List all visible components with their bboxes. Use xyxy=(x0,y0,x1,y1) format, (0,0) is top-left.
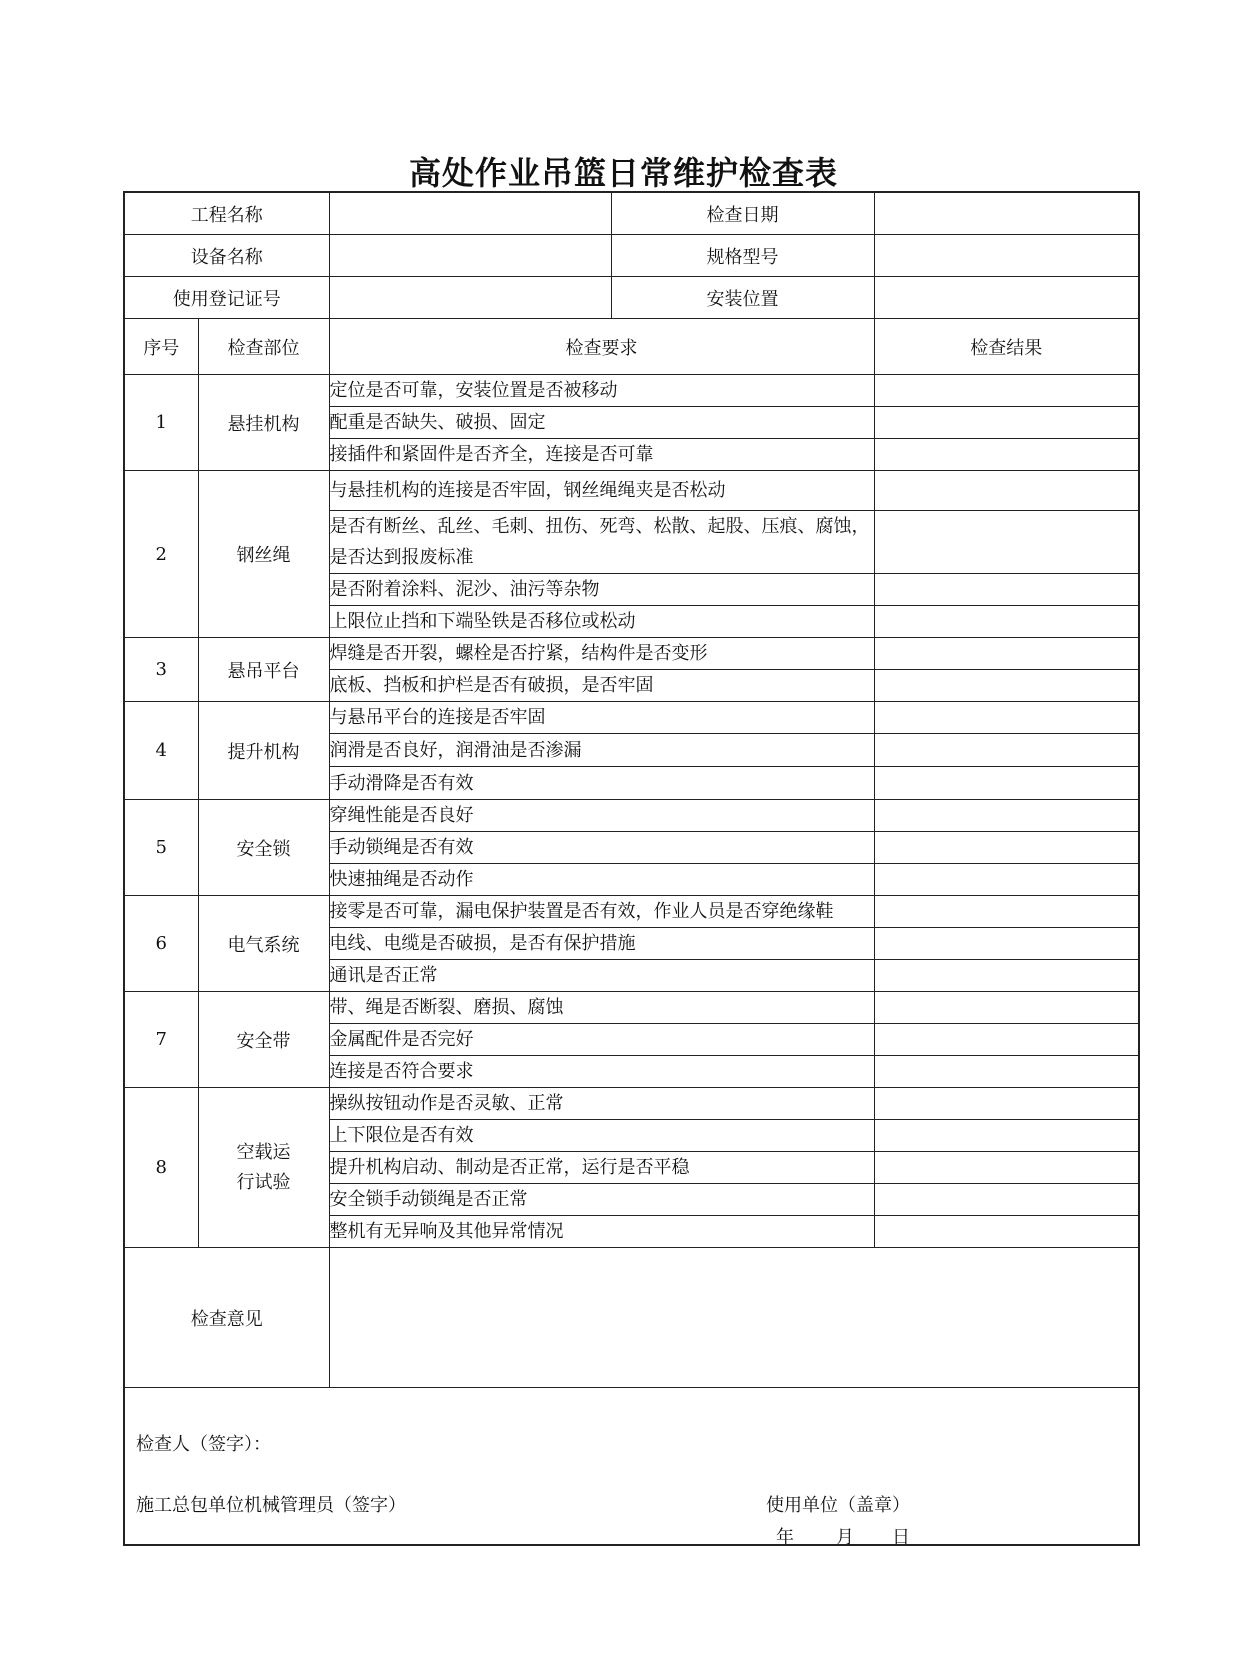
signature-area xyxy=(124,1388,1139,1546)
group-no: 8 xyxy=(124,1088,198,1248)
requirement-item: 接零是否可靠，漏电保护装置是否有效，作业人员是否穿绝缘鞋 xyxy=(329,896,874,928)
requirement-item: 接插件和紧固件是否齐全，连接是否可靠 xyxy=(329,439,874,471)
result-cell[interactable] xyxy=(874,896,1139,928)
requirement-item: 与悬挂机构的连接是否牢固，钢丝绳绳夹是否松动 xyxy=(329,471,874,511)
result-cell[interactable] xyxy=(874,928,1139,960)
group-part: 钢丝绳 xyxy=(198,471,329,638)
project-name-field[interactable] xyxy=(329,192,611,235)
group-no: 5 xyxy=(124,800,198,896)
registration-no-field[interactable] xyxy=(329,277,611,319)
group-no: 7 xyxy=(124,992,198,1088)
group-no: 1 xyxy=(124,375,198,471)
header-row-project xyxy=(124,192,1139,235)
requirement-item: 安全锁手动锁绳是否正常 xyxy=(329,1184,874,1216)
opinion-label: 检查意见 xyxy=(124,1248,329,1388)
requirement-item: 是否附着涂料、泥沙、油污等杂物 xyxy=(329,574,874,606)
requirement-item: 焊缝是否开裂，螺栓是否拧紧，结构件是否变形 xyxy=(329,638,874,670)
table-row xyxy=(124,702,1139,734)
group-part: 悬挂机构 xyxy=(198,375,329,471)
result-cell[interactable] xyxy=(874,734,1139,767)
result-cell[interactable] xyxy=(874,767,1139,800)
requirement-item: 电线、电缆是否破损，是否有保护措施 xyxy=(329,928,874,960)
opinion-row xyxy=(124,1248,1139,1388)
table-row xyxy=(124,638,1139,670)
result-cell[interactable] xyxy=(874,574,1139,606)
col-result-header: 检查结果 xyxy=(874,319,1139,375)
result-cell[interactable] xyxy=(874,375,1139,407)
requirement-item: 连接是否符合要求 xyxy=(329,1056,874,1088)
result-cell[interactable] xyxy=(874,800,1139,832)
result-cell[interactable] xyxy=(874,407,1139,439)
opinion-field[interactable] xyxy=(329,1248,1139,1388)
result-cell[interactable] xyxy=(874,1216,1139,1248)
result-cell[interactable] xyxy=(874,1152,1139,1184)
requirement-item: 整机有无异响及其他异常情况 xyxy=(329,1216,874,1248)
requirement-item: 上下限位是否有效 xyxy=(329,1120,874,1152)
manager-signature-label: 施工总包单位机械管理员（签字） xyxy=(136,1495,406,1516)
table-row xyxy=(124,375,1139,407)
requirement-item: 带、绳是否断裂、磨损、腐蚀 xyxy=(329,992,874,1024)
table-row xyxy=(124,800,1139,832)
column-header-row xyxy=(124,319,1139,375)
inspector-signature-label: 检查人（签字）： xyxy=(136,1434,271,1455)
date-line xyxy=(776,1523,910,1549)
requirement-item: 穿绳性能是否良好 xyxy=(329,800,874,832)
col-part-header: 检查部位 xyxy=(198,319,329,375)
inspection-table xyxy=(123,191,1140,1546)
group-part: 空载运行试验 xyxy=(198,1088,329,1248)
requirement-item: 提升机构启动、制动是否正常，运行是否平稳 xyxy=(329,1152,874,1184)
table-row xyxy=(124,992,1139,1024)
result-cell[interactable] xyxy=(874,702,1139,734)
group-no: 3 xyxy=(124,638,198,702)
requirement-item: 底板、挡板和护栏是否有破损，是否牢固 xyxy=(329,670,874,702)
group-no: 2 xyxy=(124,471,198,638)
requirement-item: 通讯是否正常 xyxy=(329,960,874,992)
month-label: 月 xyxy=(836,1527,854,1548)
result-cell[interactable] xyxy=(874,1056,1139,1088)
install-location-field[interactable] xyxy=(874,277,1139,319)
install-location-label: 安装位置 xyxy=(611,277,874,319)
group-part: 悬吊平台 xyxy=(198,638,329,702)
col-requirement-header: 检查要求 xyxy=(329,319,874,375)
model-label: 规格型号 xyxy=(611,235,874,277)
requirement-item: 快速抽绳是否动作 xyxy=(329,864,874,896)
registration-no-label: 使用登记证号 xyxy=(124,277,329,319)
year-label: 年 xyxy=(776,1527,794,1548)
group-part: 电气系统 xyxy=(198,896,329,992)
result-cell[interactable] xyxy=(874,864,1139,896)
result-cell[interactable] xyxy=(874,960,1139,992)
requirement-item: 与悬吊平台的连接是否牢固 xyxy=(329,702,874,734)
group-no: 6 xyxy=(124,896,198,992)
signature-row xyxy=(124,1388,1139,1546)
table-row xyxy=(124,471,1139,511)
header-row-registration xyxy=(124,277,1139,319)
check-date-field[interactable] xyxy=(874,192,1139,235)
group-no: 4 xyxy=(124,702,198,800)
model-field[interactable] xyxy=(874,235,1139,277)
result-cell[interactable] xyxy=(874,471,1139,511)
requirement-item: 配重是否缺失、破损、固定 xyxy=(329,407,874,439)
result-cell[interactable] xyxy=(874,832,1139,864)
result-cell[interactable] xyxy=(874,638,1139,670)
result-cell[interactable] xyxy=(874,439,1139,471)
result-cell[interactable] xyxy=(874,511,1139,574)
group-part: 安全带 xyxy=(198,992,329,1088)
result-cell[interactable] xyxy=(874,1024,1139,1056)
header-row-equipment xyxy=(124,235,1139,277)
equipment-name-field[interactable] xyxy=(329,235,611,277)
result-cell[interactable] xyxy=(874,1184,1139,1216)
requirement-item: 是否有断丝、乱丝、毛刺、扭伤、死弯、松散、起股、压痕、腐蚀，是否达到报废标准 xyxy=(329,511,874,574)
group-part: 安全锁 xyxy=(198,800,329,896)
check-date-label: 检查日期 xyxy=(611,192,874,235)
result-cell[interactable] xyxy=(874,1088,1139,1120)
page-title: 高处作业吊篮日常维护检查表 xyxy=(408,154,838,192)
day-label: 日 xyxy=(892,1527,910,1548)
requirement-item: 上限位止挡和下端坠铁是否移位或松动 xyxy=(329,606,874,638)
result-cell[interactable] xyxy=(874,606,1139,638)
result-cell[interactable] xyxy=(874,1120,1139,1152)
result-cell[interactable] xyxy=(874,992,1139,1024)
requirement-item: 操纵按钮动作是否灵敏、正常 xyxy=(329,1088,874,1120)
requirement-item: 金属配件是否完好 xyxy=(329,1024,874,1056)
equipment-name-label: 设备名称 xyxy=(124,235,329,277)
table-row xyxy=(124,1088,1139,1120)
requirement-item: 手动滑降是否有效 xyxy=(329,767,874,800)
col-no-header: 序号 xyxy=(124,319,198,375)
requirement-item: 润滑是否良好，润滑油是否渗漏 xyxy=(329,734,874,767)
result-cell[interactable] xyxy=(874,670,1139,702)
group-part: 提升机构 xyxy=(198,702,329,800)
requirement-item: 手动锁绳是否有效 xyxy=(329,832,874,864)
requirement-item: 定位是否可靠，安装位置是否被移动 xyxy=(329,375,874,407)
user-unit-stamp-label: 使用单位（盖章） xyxy=(766,1495,910,1516)
table-row xyxy=(124,896,1139,928)
project-name-label: 工程名称 xyxy=(124,192,329,235)
